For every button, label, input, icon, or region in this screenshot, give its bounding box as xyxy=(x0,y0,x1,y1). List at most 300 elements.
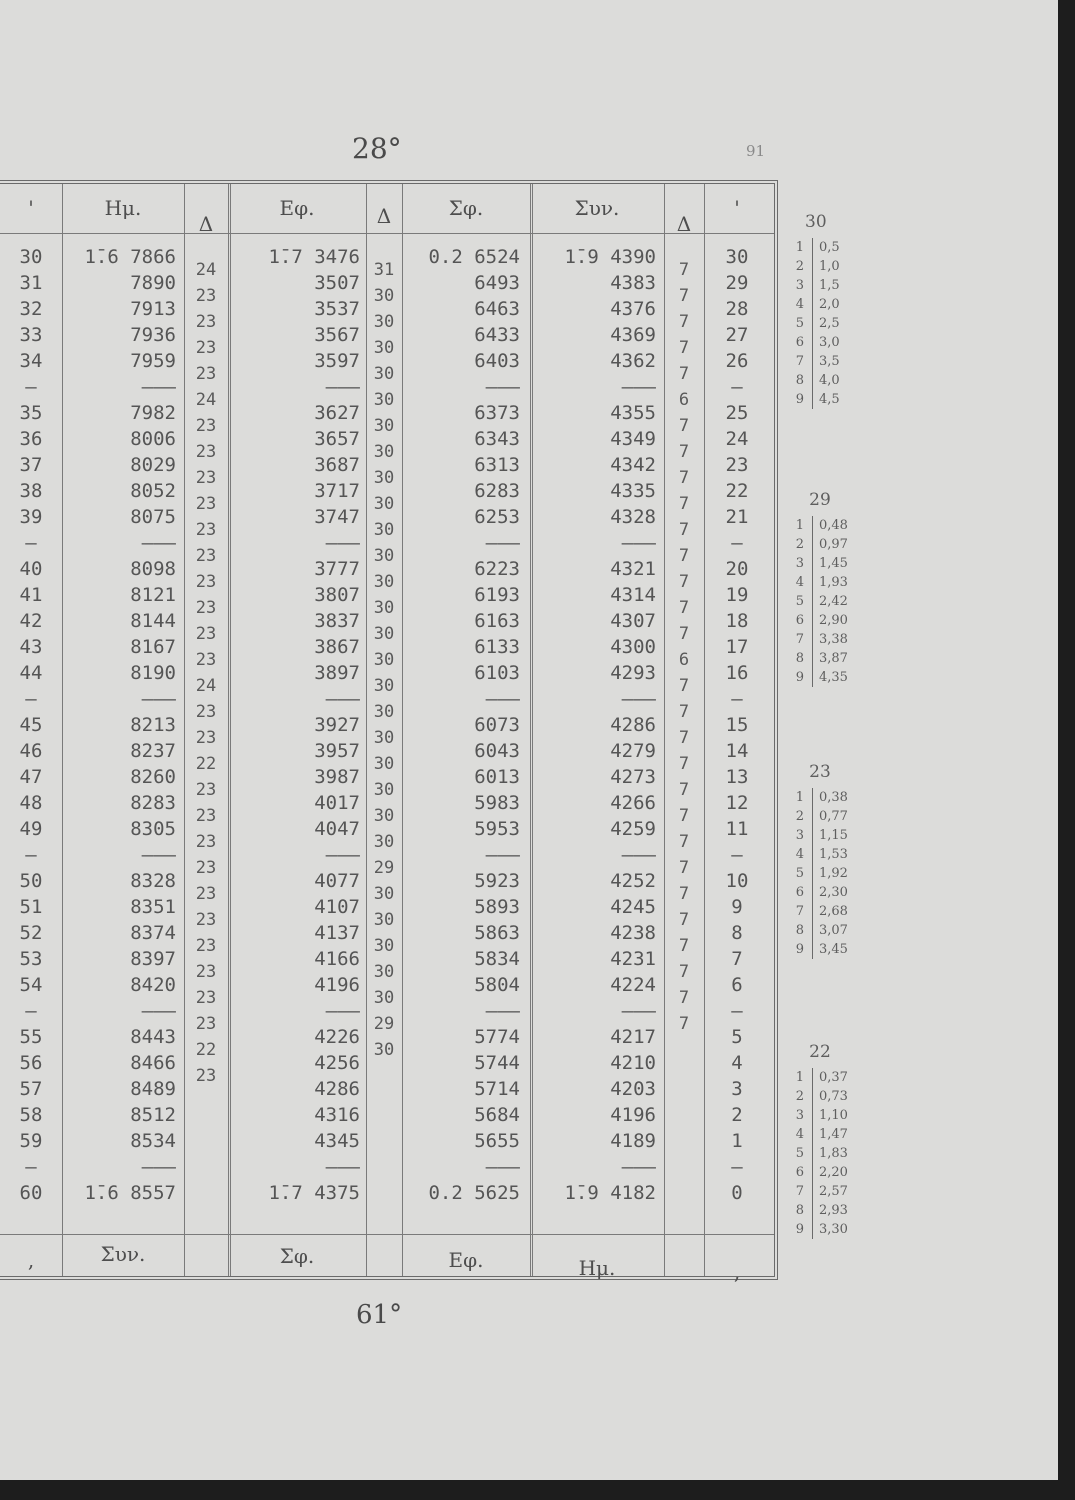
minute-cell: 38 xyxy=(19,480,43,502)
pp-value: 1,10 xyxy=(819,1108,848,1123)
sin-cell: 8489 xyxy=(130,1078,176,1100)
sin-cell: 1̄.6 7866 xyxy=(84,246,176,268)
pp-value: 0,37 xyxy=(819,1070,848,1085)
delta-cell: 7 xyxy=(678,260,690,280)
pp-value: 1,0 xyxy=(819,259,840,274)
tan-cell: 4047 xyxy=(314,818,360,840)
cot-cell: 6193 xyxy=(474,584,520,606)
pp-row xyxy=(782,276,840,295)
delta-cell: 7 xyxy=(678,988,690,1008)
pp-row xyxy=(782,371,840,390)
sin-cell: 7982 xyxy=(130,402,176,424)
minute-cell: 9 xyxy=(731,896,743,918)
sin-cell: ——— xyxy=(141,688,176,710)
minute-cell: 30 xyxy=(19,246,43,268)
header-minutes-right: ' xyxy=(734,196,740,220)
delta-cell: 7 xyxy=(678,858,690,878)
tan-cell: 3747 xyxy=(314,506,360,528)
delta-cell: 7 xyxy=(678,624,690,644)
degree-heading-top: 28° xyxy=(352,132,402,165)
minute-cell: 31 xyxy=(19,272,43,294)
tan-cell: ——— xyxy=(325,688,360,710)
cos-cell: 4335 xyxy=(610,480,656,502)
pp-multiplier: 9 xyxy=(782,940,813,959)
header-minutes: ' xyxy=(28,196,34,220)
cot-cell: 6223 xyxy=(474,558,520,580)
sin-cell: 8534 xyxy=(130,1130,176,1152)
delta-cell: 30 xyxy=(373,936,395,956)
delta-cell: 30 xyxy=(373,780,395,800)
pp-row xyxy=(782,1144,848,1163)
delta-cell: 7 xyxy=(678,676,690,696)
degree-heading-bottom: 61° xyxy=(356,1300,403,1330)
delta-cell: 30 xyxy=(373,598,395,618)
minute-cell: 41 xyxy=(19,584,43,606)
header-cot: Σφ. xyxy=(448,196,484,220)
sin-cell: 8190 xyxy=(130,662,176,684)
cos-cell: 4217 xyxy=(610,1026,656,1048)
pp-value: 0,77 xyxy=(819,809,848,824)
cot-cell: 6133 xyxy=(474,636,520,658)
delta-cell: 7 xyxy=(678,832,690,852)
pp-multiplier: 1 xyxy=(782,788,813,807)
cos-cell: ——— xyxy=(621,1156,656,1178)
cos-cell: 4355 xyxy=(610,402,656,424)
pp-value: 1,15 xyxy=(819,828,848,843)
delta-cell: 30 xyxy=(373,468,395,488)
pp-row xyxy=(782,668,848,687)
cot-cell: ——— xyxy=(485,688,520,710)
cot-cell: 5923 xyxy=(474,870,520,892)
pp-header: 23 xyxy=(809,762,831,782)
cos-cell: ——— xyxy=(621,844,656,866)
footer-cos: Συν. xyxy=(100,1242,146,1266)
pp-row xyxy=(782,295,840,314)
sin-cell: 8167 xyxy=(130,636,176,658)
cot-cell: ——— xyxy=(485,376,520,398)
tan-cell: 3537 xyxy=(314,298,360,320)
pp-value: 3,0 xyxy=(819,335,840,350)
sin-cell: ——— xyxy=(141,1156,176,1178)
tan-cell: 3807 xyxy=(314,584,360,606)
minute-cell: 48 xyxy=(19,792,43,814)
cos-cell: 4293 xyxy=(610,662,656,684)
minute-cell: 17 xyxy=(725,636,749,658)
pp-value: 0,5 xyxy=(819,240,840,255)
minute-cell: 22 xyxy=(725,480,749,502)
header-delta-cos: Δ xyxy=(676,212,692,236)
cos-cell: 4231 xyxy=(610,948,656,970)
pp-row xyxy=(782,611,848,630)
header-tan: Εφ. xyxy=(279,196,315,220)
sin-cell: 8006 xyxy=(130,428,176,450)
cot-cell: 6343 xyxy=(474,428,520,450)
tan-cell: ——— xyxy=(325,1000,360,1022)
delta-cell: 24 xyxy=(195,676,217,696)
pp-multiplier: 9 xyxy=(782,1220,813,1239)
minute-cell: — xyxy=(731,844,743,866)
tan-cell: 3597 xyxy=(314,350,360,372)
minute-cell: 39 xyxy=(19,506,43,528)
minutes-column xyxy=(0,244,62,1206)
pp-row xyxy=(782,788,848,807)
tan-cell: 3627 xyxy=(314,402,360,424)
minute-cell: 11 xyxy=(725,818,749,840)
minute-cell: 10 xyxy=(725,870,749,892)
pp-multiplier: 6 xyxy=(782,611,813,630)
pp-row xyxy=(782,1182,848,1201)
sin-cell: 8374 xyxy=(130,922,176,944)
sin-cell: 8305 xyxy=(130,818,176,840)
minute-cell: 45 xyxy=(19,714,43,736)
cos-cell: 4189 xyxy=(610,1130,656,1152)
pp-row xyxy=(782,238,840,257)
delta-cell: 23 xyxy=(195,572,217,592)
sin-cell: 7913 xyxy=(130,298,176,320)
pp-value: 2,30 xyxy=(819,885,848,900)
sin-cell: 8260 xyxy=(130,766,176,788)
pp-row xyxy=(782,1125,848,1144)
sin-cell: 1̄.6 8557 xyxy=(84,1182,176,1204)
delta-cell: 7 xyxy=(678,780,690,800)
header-delta-sin: Δ xyxy=(198,212,214,236)
pp-row xyxy=(782,592,848,611)
delta-cell: 30 xyxy=(373,650,395,670)
delta-cell: 7 xyxy=(678,442,690,462)
delta-cell: 7 xyxy=(678,286,690,306)
tan-cell: 4137 xyxy=(314,922,360,944)
pp-row xyxy=(782,864,848,883)
tan-cell: 3567 xyxy=(314,324,360,346)
minute-cell: 57 xyxy=(19,1078,43,1100)
sin-cell: 8420 xyxy=(130,974,176,996)
minute-cell: 35 xyxy=(19,402,43,424)
minute-cell: 24 xyxy=(725,428,749,450)
proportional-parts-29 xyxy=(782,490,848,687)
pp-row xyxy=(782,333,840,352)
cos-cell: ——— xyxy=(621,688,656,710)
pp-value: 0,73 xyxy=(819,1089,848,1104)
pp-multiplier: 3 xyxy=(782,1106,813,1125)
minute-cell: 60 xyxy=(19,1182,43,1204)
cos-cell: 4245 xyxy=(610,896,656,918)
pp-row xyxy=(782,630,848,649)
delta-cell: 29 xyxy=(373,1014,395,1034)
cot-cell: 6403 xyxy=(474,350,520,372)
sin-cell: 8351 xyxy=(130,896,176,918)
minute-cell: — xyxy=(731,1000,743,1022)
delta-cell: 30 xyxy=(373,624,395,644)
cot-cell: 5834 xyxy=(474,948,520,970)
tan-cell: 1̄.7 4375 xyxy=(268,1182,360,1204)
cos-cell: 4300 xyxy=(610,636,656,658)
delta-cell: 23 xyxy=(195,520,217,540)
delta-cos-column xyxy=(664,257,704,1037)
tan-cell: 4196 xyxy=(314,974,360,996)
delta-cell: 30 xyxy=(373,416,395,436)
delta-cell: 30 xyxy=(373,520,395,540)
pp-multiplier: 8 xyxy=(782,921,813,940)
footer-rule xyxy=(0,1234,774,1235)
sin-cell: 8237 xyxy=(130,740,176,762)
minute-cell: — xyxy=(731,532,743,554)
delta-cell: 7 xyxy=(678,338,690,358)
delta-cell: 7 xyxy=(678,520,690,540)
pp-multiplier: 5 xyxy=(782,592,813,611)
minute-cell: 2 xyxy=(731,1104,743,1126)
cos-cell: 4286 xyxy=(610,714,656,736)
proportional-parts-22 xyxy=(782,1042,848,1239)
sin-cell: 8213 xyxy=(130,714,176,736)
cot-cell: 6493 xyxy=(474,272,520,294)
pp-multiplier: 7 xyxy=(782,630,813,649)
pp-multiplier: 6 xyxy=(782,883,813,902)
pp-multiplier: 4 xyxy=(782,295,813,314)
delta-cell: 7 xyxy=(678,572,690,592)
cot-cell: 6253 xyxy=(474,506,520,528)
delta-cell: 7 xyxy=(678,312,690,332)
cos-cell: 4224 xyxy=(610,974,656,996)
cot-cell: 5953 xyxy=(474,818,520,840)
delta-cell: 23 xyxy=(195,806,217,826)
cos-cell: 4210 xyxy=(610,1052,656,1074)
minute-cell: 54 xyxy=(19,974,43,996)
minute-cell: 52 xyxy=(19,922,43,944)
pp-row xyxy=(782,883,848,902)
tan-cell: 4077 xyxy=(314,870,360,892)
delta-cell: 30 xyxy=(373,702,395,722)
cos-cell: 4259 xyxy=(610,818,656,840)
footer-minutes: , xyxy=(27,1248,35,1272)
pp-value: 2,0 xyxy=(819,297,840,312)
delta-cell: 24 xyxy=(195,390,217,410)
cos-cell: 1̄.9 4390 xyxy=(564,246,656,268)
pp-row xyxy=(782,845,848,864)
cot-cell: 5863 xyxy=(474,922,520,944)
sin-cell: 8121 xyxy=(130,584,176,606)
pp-row xyxy=(782,390,840,409)
delta-cell: 7 xyxy=(678,910,690,930)
sin-cell: 8443 xyxy=(130,1026,176,1048)
pp-multiplier: 4 xyxy=(782,1125,813,1144)
pp-multiplier: 2 xyxy=(782,535,813,554)
delta-cell: 30 xyxy=(373,676,395,696)
sin-cell: 7936 xyxy=(130,324,176,346)
cot-cell: 6373 xyxy=(474,402,520,424)
delta-cell: 6 xyxy=(678,650,690,670)
sin-cell: 8466 xyxy=(130,1052,176,1074)
pp-multiplier: 3 xyxy=(782,826,813,845)
pp-multiplier: 1 xyxy=(782,516,813,535)
tan-cell: 4286 xyxy=(314,1078,360,1100)
pp-value: 4,5 xyxy=(819,392,840,407)
cot-cell: 5744 xyxy=(474,1052,520,1074)
cos-cell: 4349 xyxy=(610,428,656,450)
cot-cell: ——— xyxy=(485,1000,520,1022)
delta-cell: 7 xyxy=(678,962,690,982)
cos-cell: 4376 xyxy=(610,298,656,320)
pp-value: 3,38 xyxy=(819,632,848,647)
minute-cell: 53 xyxy=(19,948,43,970)
minute-cell: 37 xyxy=(19,454,43,476)
delta-cell: 7 xyxy=(678,806,690,826)
cot-cell: 6163 xyxy=(474,610,520,632)
footer-cot: Σφ. xyxy=(279,1244,315,1268)
pp-multiplier: 6 xyxy=(782,1163,813,1182)
pp-multiplier: 9 xyxy=(782,668,813,687)
tan-cell: 3717 xyxy=(314,480,360,502)
pp-multiplier: 6 xyxy=(782,333,813,352)
tan-cell: 3507 xyxy=(314,272,360,294)
delta-cell: 30 xyxy=(373,884,395,904)
minute-cell: 25 xyxy=(725,402,749,424)
delta-cell: 30 xyxy=(373,364,395,384)
minute-cell: 55 xyxy=(19,1026,43,1048)
delta-cell: 7 xyxy=(678,702,690,722)
delta-cell: 22 xyxy=(195,754,217,774)
delta-cell: 23 xyxy=(195,832,217,852)
pp-value: 1,53 xyxy=(819,847,848,862)
delta-cell: 30 xyxy=(373,910,395,930)
minute-cell: 12 xyxy=(725,792,749,814)
cos-cell: ——— xyxy=(621,376,656,398)
cos-cell: 4203 xyxy=(610,1078,656,1100)
cot-cell: 6433 xyxy=(474,324,520,346)
pp-multiplier: 1 xyxy=(782,1068,813,1087)
pp-multiplier: 8 xyxy=(782,371,813,390)
delta-cell: 30 xyxy=(373,962,395,982)
delta-cell: 30 xyxy=(373,728,395,748)
delta-cell: 23 xyxy=(195,1014,217,1034)
pp-row xyxy=(782,314,840,333)
delta-cell: 23 xyxy=(195,884,217,904)
delta-cell: 7 xyxy=(678,364,690,384)
minute-cell: 50 xyxy=(19,870,43,892)
cot-column xyxy=(404,244,520,1206)
pp-row xyxy=(782,516,848,535)
pp-multiplier: 8 xyxy=(782,1201,813,1220)
minute-cell: 56 xyxy=(19,1052,43,1074)
delta-cell: 23 xyxy=(195,442,217,462)
minute-cell: 28 xyxy=(725,298,749,320)
footer-sin: Ημ. xyxy=(578,1256,616,1280)
sin-cell: 8098 xyxy=(130,558,176,580)
delta-cell: 31 xyxy=(373,260,395,280)
pp-multiplier: 2 xyxy=(782,1087,813,1106)
pp-value: 1,92 xyxy=(819,866,848,881)
sin-cell: 8512 xyxy=(130,1104,176,1126)
sin-cell: 7959 xyxy=(130,350,176,372)
cos-cell: 4314 xyxy=(610,584,656,606)
header-cos: Συν. xyxy=(574,196,620,220)
cos-column xyxy=(532,244,656,1206)
page-number: 91 xyxy=(746,142,766,160)
cos-cell: 4196 xyxy=(610,1104,656,1126)
cos-cell: 4383 xyxy=(610,272,656,294)
minute-cell: 23 xyxy=(725,454,749,476)
tan-cell: 3777 xyxy=(314,558,360,580)
sin-cell: 8075 xyxy=(130,506,176,528)
minute-cell: — xyxy=(731,688,743,710)
minute-cell: 18 xyxy=(725,610,749,632)
delta-cell: 30 xyxy=(373,572,395,592)
minute-cell: 6 xyxy=(731,974,743,996)
tan-cell: ——— xyxy=(325,376,360,398)
sin-cell: 8029 xyxy=(130,454,176,476)
pp-row xyxy=(782,1068,848,1087)
cot-cell: 6463 xyxy=(474,298,520,320)
proportional-parts-23 xyxy=(782,762,848,959)
pp-row xyxy=(782,257,840,276)
cot-cell: ——— xyxy=(485,1156,520,1178)
minute-cell: — xyxy=(25,844,37,866)
pp-value: 1,93 xyxy=(819,575,848,590)
minute-cell: — xyxy=(25,1000,37,1022)
delta-cell: 23 xyxy=(195,650,217,670)
pp-multiplier: 3 xyxy=(782,276,813,295)
cos-cell: ——— xyxy=(621,1000,656,1022)
cot-cell: 6013 xyxy=(474,766,520,788)
minute-cell: — xyxy=(731,1156,743,1178)
footer-minutes-right: , xyxy=(733,1260,741,1284)
pp-multiplier: 5 xyxy=(782,1144,813,1163)
delta-cell: 24 xyxy=(195,260,217,280)
delta-cell: 23 xyxy=(195,962,217,982)
pp-row xyxy=(782,940,848,959)
delta-cell: 30 xyxy=(373,832,395,852)
minute-cell: 3 xyxy=(731,1078,743,1100)
pp-value: 0,48 xyxy=(819,518,848,533)
pp-multiplier: 8 xyxy=(782,649,813,668)
delta-cell: 23 xyxy=(195,468,217,488)
pp-header: 29 xyxy=(809,490,831,510)
cos-cell: 4252 xyxy=(610,870,656,892)
delta-cell: 30 xyxy=(373,390,395,410)
minute-cell: 26 xyxy=(725,350,749,372)
delta-cell: 23 xyxy=(195,910,217,930)
minute-cell: — xyxy=(25,532,37,554)
delta-cell: 7 xyxy=(678,494,690,514)
minute-cell: — xyxy=(25,1156,37,1178)
minute-cell: 46 xyxy=(19,740,43,762)
column-rule xyxy=(402,184,403,1276)
minute-cell: 15 xyxy=(725,714,749,736)
tan-cell: 3837 xyxy=(314,610,360,632)
delta-cell: 23 xyxy=(195,1066,217,1086)
tan-cell: 3957 xyxy=(314,740,360,762)
delta-cell: 23 xyxy=(195,624,217,644)
delta-cell: 30 xyxy=(373,988,395,1008)
tan-cell: ——— xyxy=(325,844,360,866)
pp-value: 1,45 xyxy=(819,556,848,571)
minute-cell: 34 xyxy=(19,350,43,372)
pp-multiplier: 9 xyxy=(782,390,813,409)
delta-cell: 23 xyxy=(195,858,217,878)
tan-cell: 4017 xyxy=(314,792,360,814)
minutes-right-column xyxy=(704,244,770,1206)
cot-cell: ——— xyxy=(485,532,520,554)
minute-cell: 47 xyxy=(19,766,43,788)
cot-cell: 0.2 5625 xyxy=(428,1182,520,1204)
pp-value: 0,97 xyxy=(819,537,848,552)
pp-value: 4,0 xyxy=(819,373,840,388)
tan-cell: 3687 xyxy=(314,454,360,476)
pp-multiplier: 2 xyxy=(782,807,813,826)
delta-cell: 7 xyxy=(678,598,690,618)
minute-cell: 1 xyxy=(731,1130,743,1152)
minute-cell: 8 xyxy=(731,922,743,944)
minute-cell: 51 xyxy=(19,896,43,918)
